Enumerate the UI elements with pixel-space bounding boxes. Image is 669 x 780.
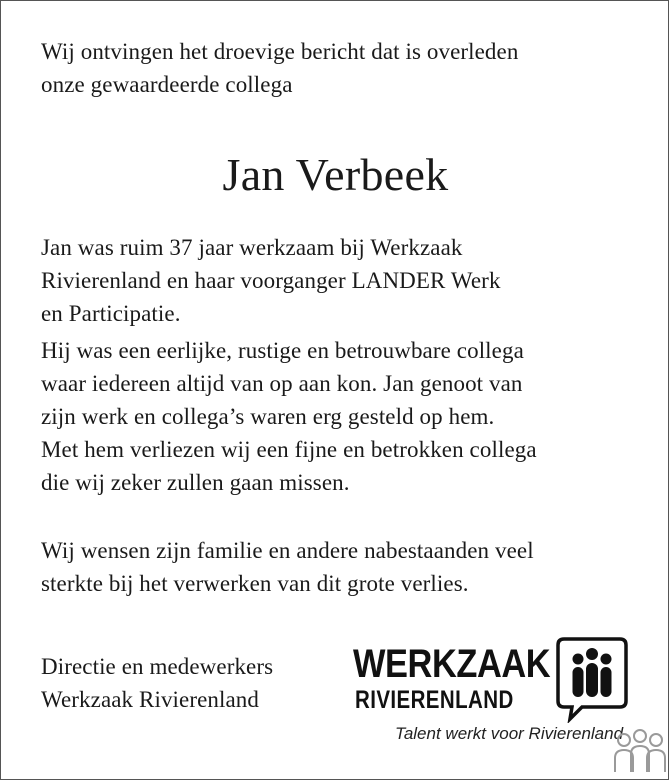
deceased-name: Jan Verbeek xyxy=(222,149,449,200)
intro-line-1: Wij ontvingen het droevige bericht dat is overleden xyxy=(41,39,519,64)
signature-line-2: Werkzaak Rivierenland xyxy=(41,687,260,712)
people-group-icon xyxy=(612,728,668,776)
body-line-8: die wij zeker zullen gaan missen. xyxy=(41,470,350,495)
body-line-6: zijn werk en collega’s waren erg gesteld op hem. xyxy=(41,404,495,429)
logo-wordmark-werkzaak: WERKZAAK xyxy=(353,642,551,686)
body-line-4: Hij was een eerlijke, rustige en betrouwbare collega xyxy=(41,338,524,363)
closing-line-1: Wij wensen zijn familie en andere nabestaanden veel xyxy=(41,538,534,563)
logo-tagline: Talent werkt voor Rivierenland xyxy=(395,724,624,743)
logo-wordmark-rivierenland: RIVIERENLAND xyxy=(355,686,514,714)
intro-line-2: onze gewaardeerde collega xyxy=(41,72,293,97)
body-line-5: waar iedereen altijd van op aan kon. Jan genoot van xyxy=(41,371,523,396)
signature-line-1: Directie en medewerkers xyxy=(41,654,274,679)
closing-line-2: sterkte bij het verwerken van dit grote verlies. xyxy=(41,571,469,596)
body-line-2: Rivierenland en haar voorganger LANDER Werk xyxy=(41,268,501,293)
body-line-7: Met hem verliezen wij een fijne en betrokken collega xyxy=(41,437,537,462)
body-line-1: Jan was ruim 37 jaar werkzaam bij Werkzaak xyxy=(41,235,463,260)
body-line-3: en Participatie. xyxy=(41,301,181,326)
people-speech-bubble-icon xyxy=(556,637,628,723)
